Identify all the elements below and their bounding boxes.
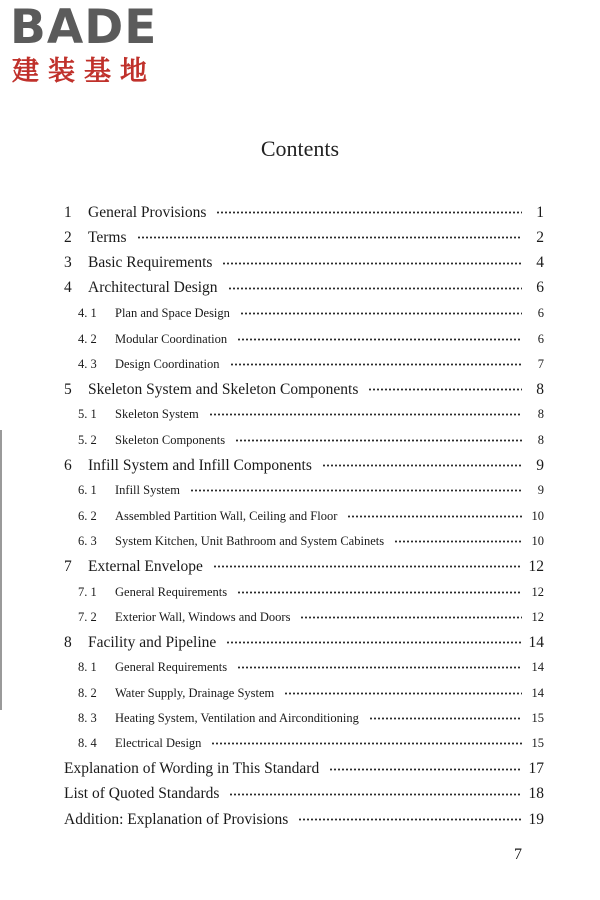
toc-leader-dots — [229, 793, 522, 796]
toc-entry-number: 6. 1 — [78, 483, 97, 498]
bade-logo — [10, 2, 180, 94]
toc-entry-number: 4 — [64, 279, 72, 297]
toc-entry[interactable] — [78, 706, 544, 731]
toc-entry-page: 6 — [537, 306, 544, 321]
toc-entry-page: 2 — [536, 228, 544, 246]
toc-entry-label: Infill System — [115, 483, 180, 498]
toc-entry-page: 14 — [531, 660, 544, 675]
toc-entry[interactable] — [64, 225, 544, 250]
toc-leader-dots — [226, 641, 522, 644]
toc-entry-label: Terms — [88, 228, 127, 246]
toc-leader-dots — [394, 540, 522, 543]
toc-leader-dots — [298, 818, 522, 821]
toc-entry-number: 5 — [64, 380, 72, 398]
toc-leader-dots — [137, 236, 522, 239]
toc-entry-number: 1 — [64, 203, 72, 221]
toc-entry-number: 7 — [64, 557, 72, 575]
toc-entry-page: 14 — [528, 633, 544, 651]
toc-entry[interactable] — [78, 352, 544, 377]
toc-entry-label: Facility and Pipeline — [88, 633, 217, 651]
toc-leader-dots — [230, 363, 522, 366]
toc-entry-label: Addition: Explanation of Provisions — [64, 810, 289, 828]
toc-entry-number: 7. 1 — [78, 584, 97, 599]
toc-entry-page: 1 — [536, 203, 544, 221]
toc-entry-page: 8 — [537, 432, 544, 447]
toc-leader-dots — [190, 489, 522, 492]
toc-entry[interactable] — [64, 377, 544, 402]
toc-entry-number: 8 — [64, 633, 72, 651]
toc-entry[interactable] — [78, 655, 544, 680]
toc-entry-label: Water Supply, Drainage System — [115, 685, 275, 700]
toc-entry-page: 12 — [528, 557, 544, 575]
toc-leader-dots — [369, 717, 522, 720]
toc-entry[interactable] — [78, 301, 544, 326]
toc-leader-dots — [228, 287, 522, 290]
toc-entry-page: 12 — [531, 584, 544, 599]
toc-entry[interactable] — [64, 554, 544, 579]
toc-entry-number: 7. 2 — [78, 609, 97, 624]
toc-entry-page: 14 — [531, 685, 544, 700]
toc-entry-page: 17 — [528, 760, 544, 778]
toc-entry[interactable] — [78, 731, 544, 756]
toc-entry-label: Exterior Wall, Windows and Doors — [115, 609, 291, 624]
binding-edge-line — [0, 430, 2, 710]
toc-entry-number: 5. 1 — [78, 407, 97, 422]
toc-leader-dots — [368, 388, 522, 391]
toc-entry-label: Heating System, Ventilation and Airconditioning — [115, 711, 359, 725]
logo-chinese-text: 建装基地 — [12, 56, 156, 87]
toc-entry-number: 2 — [64, 228, 72, 246]
toc-leader-dots — [347, 515, 522, 518]
toc-entry[interactable] — [64, 453, 544, 478]
toc-entry-label: Infill System and Infill Components — [88, 456, 312, 474]
toc-entry-label: System Kitchen, Unit Bathroom and System Cabinets — [115, 533, 385, 548]
toc-entry-label: Modular Coordination — [115, 331, 228, 346]
toc-entry-page: 7 — [537, 356, 544, 371]
toc-entry-page: 9 — [536, 456, 544, 474]
toc-entry-label: General Requirements — [115, 660, 228, 675]
toc-entry-label: Skeleton System and Skeleton Components — [88, 380, 359, 398]
toc-entry[interactable] — [78, 428, 544, 453]
toc-entry-label: Basic Requirements — [88, 254, 213, 272]
toc-entry-page: 6 — [536, 279, 544, 297]
toc-entry[interactable] — [64, 276, 544, 301]
toc-leader-dots — [284, 692, 522, 695]
toc-leader-dots — [300, 616, 522, 619]
toc-entry-page: 6 — [537, 331, 544, 346]
toc-entry-label: Plan and Space Design — [115, 306, 230, 321]
toc-entry[interactable] — [78, 402, 544, 427]
toc-entry-label: List of Quoted Standards — [64, 785, 220, 803]
toc-leader-dots — [329, 768, 522, 771]
toc-entry-label: Electrical Design — [115, 736, 202, 751]
toc-entry-page: 8 — [537, 407, 544, 422]
toc-entry[interactable] — [64, 200, 544, 225]
toc-entry-page: 12 — [531, 609, 544, 624]
toc-entry-label: Skeleton Components — [115, 432, 226, 447]
toc-entry-page: 9 — [537, 483, 544, 498]
toc-entry-page: 10 — [531, 533, 544, 548]
page-number: 7 — [514, 846, 522, 863]
logo-wordmark: BADE — [10, 0, 158, 55]
toc-entry-page: 10 — [531, 508, 544, 523]
toc-leader-dots — [235, 439, 522, 442]
toc-entry-label: General Requirements — [115, 584, 228, 599]
toc-entry[interactable] — [78, 580, 544, 605]
toc-leader-dots — [237, 666, 522, 669]
toc-entry-number: 8. 3 — [78, 711, 97, 725]
toc-leader-dots — [237, 338, 522, 341]
toc-entry-number: 3 — [64, 254, 72, 272]
toc-entry-number: 6 — [64, 456, 72, 474]
toc-entry[interactable] — [64, 251, 544, 276]
toc-entry-label: Architectural Design — [88, 279, 218, 297]
toc-entry-number: 6. 2 — [78, 508, 97, 523]
toc-entry[interactable] — [78, 529, 544, 554]
toc-entry-label: Design Coordination — [115, 356, 220, 371]
toc-entry-number: 8. 2 — [78, 685, 97, 700]
toc-entry-number: 8. 4 — [78, 736, 97, 751]
toc-entry-page: 15 — [531, 711, 544, 725]
toc-entry-label: Skeleton System — [115, 407, 199, 422]
toc-entry-page: 8 — [536, 380, 544, 398]
toc-leader-dots — [211, 742, 522, 745]
toc-entry-label: Assembled Partition Wall, Ceiling and Floor — [115, 508, 338, 523]
toc-entry[interactable] — [64, 757, 544, 782]
toc-leader-dots — [240, 312, 522, 315]
toc-entry-number: 4. 3 — [78, 356, 97, 371]
toc-entry-page: 15 — [531, 736, 544, 751]
toc-leader-dots — [216, 211, 522, 214]
toc-entry[interactable] — [78, 327, 544, 352]
toc-leader-dots — [322, 464, 522, 467]
toc-entry[interactable] — [78, 605, 544, 630]
toc-entry-number: 8. 1 — [78, 660, 97, 675]
toc-leader-dots — [209, 413, 522, 416]
page-title: Contents — [260, 136, 340, 161]
toc-leader-dots — [213, 565, 522, 568]
toc-entry-page: 18 — [528, 785, 544, 803]
toc-entry[interactable] — [64, 807, 544, 832]
toc-entry-number: 6. 3 — [78, 533, 97, 548]
toc-entry-page: 19 — [528, 810, 544, 828]
toc-entry-label: Explanation of Wording in This Standard — [64, 760, 320, 778]
toc-entry[interactable] — [78, 478, 544, 503]
toc-entry-label: General Provisions — [88, 203, 207, 221]
toc-entry-page: 4 — [536, 254, 544, 272]
toc-entry-number: 4. 2 — [78, 331, 97, 346]
toc-leader-dots — [237, 591, 522, 594]
toc-entry[interactable] — [78, 681, 544, 706]
toc-entry[interactable] — [64, 782, 544, 807]
toc-entry[interactable] — [64, 630, 544, 655]
toc-entry[interactable] — [78, 504, 544, 529]
toc-entry-number: 5. 2 — [78, 432, 97, 447]
toc-entry-label: External Envelope — [88, 557, 203, 575]
toc-leader-dots — [222, 262, 522, 265]
toc-entry-number: 4. 1 — [78, 306, 97, 321]
